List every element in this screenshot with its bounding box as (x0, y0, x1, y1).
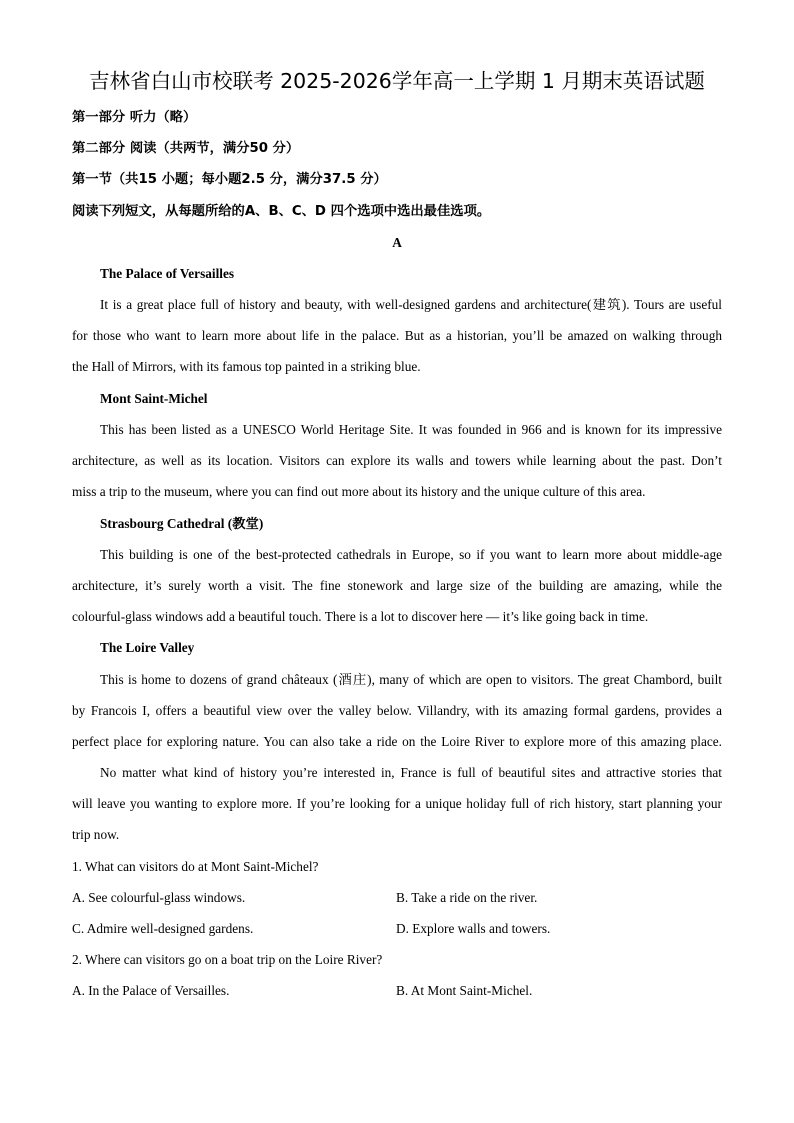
loire-line-1: This is home to dozens of grand châteaux (酒庄), many of which are open to visitors. The great Chambord, built (100, 672, 722, 687)
saint-michel-heading: Mont Saint-Michel (100, 391, 208, 406)
closing-line-1: No matter what kind of history you’re interested in, France is full of beautiful sites and attractive stories that (100, 765, 722, 780)
strasbourg-line-3: colourful-glass windows add a beautiful touch. There is a lot to discover here — it’s like going back in time. (72, 609, 649, 624)
section1-heading: 第一节（共15 小题；每小题2.5 分，满分37.5 分） (72, 172, 387, 187)
loire-heading: The Loire Valley (100, 640, 195, 655)
strasbourg-line-1: This building is one of the best-protected cathedrals in Europe, so if you want to learn more about middle-age (100, 547, 722, 562)
question-2-option-a: A. In the Palace of Versailles. (72, 983, 230, 998)
question-1-option-d: D. Explore walls and towers. (396, 921, 551, 936)
question-2-stem: 2. Where can visitors go on a boat trip on the Loire River? (72, 952, 383, 967)
closing-line-3: trip now. (72, 827, 120, 842)
saint-michel-line-2: architecture, as well as its location. Visitors can explore its walls and towers while learning about the past. Don’t (72, 453, 722, 468)
passage-letter: A (392, 235, 402, 250)
saint-michel-line-1: This has been listed as a UNESCO World Heritage Site. It was founded in 966 and is known for its impressive (100, 422, 722, 437)
versailles-line-1: It is a great place full of history and beauty, with well-designed gardens and architecture(建筑). Tours are useful (100, 297, 722, 312)
question-1-stem: 1. What can visitors do at Mont Saint-Michel? (72, 859, 319, 874)
question-1-option-c: C. Admire well-designed gardens. (72, 921, 254, 936)
exam-title: 吉林省白山市校联考 2025-2026学年高一上学期 1 月期末英语试题 (89, 69, 705, 93)
question-1-option-a: A. See colourful-glass windows. (72, 890, 246, 905)
versailles-heading: The Palace of Versailles (100, 266, 235, 281)
part1-heading: 第一部分 听力（略） (72, 110, 197, 125)
closing-line-2: will leave you wanting to explore more. If you’re looking for a unique holiday full of rich history, start planning your (72, 796, 722, 811)
part2-heading: 第二部分 阅读（共两节，满分50 分） (72, 141, 300, 156)
versailles-line-3: the Hall of Mirrors, with its famous top painted in a striking blue. (72, 359, 421, 374)
reading-instruction: 阅读下列短文，从每题所给的A、B、C、D 四个选项中选出最佳选项。 (72, 204, 491, 219)
strasbourg-line-2: architecture, it’s surely worth a visit. The fine stonework and large size of the building are amazing, while the (72, 578, 722, 593)
versailles-line-2: for those who want to learn more about life in the palace. But as a historian, you’ll be amazed on walking through (72, 328, 722, 343)
loire-line-3: perfect place for exploring nature. You can also take a ride on the Loire River to explore more of this amazing place. (72, 734, 722, 749)
question-2-option-b: B. At Mont Saint-Michel. (396, 983, 533, 998)
saint-michel-line-3: miss a trip to the museum, where you can find out more about its history and the unique culture of this area. (72, 484, 646, 499)
loire-line-2: by Francois I, offers a beautiful view over the valley below. Villandry, with its amazing formal gardens, provides a (72, 703, 722, 718)
strasbourg-heading: Strasbourg Cathedral (教堂) (100, 516, 264, 531)
question-1-option-b: B. Take a ride on the river. (396, 890, 538, 905)
